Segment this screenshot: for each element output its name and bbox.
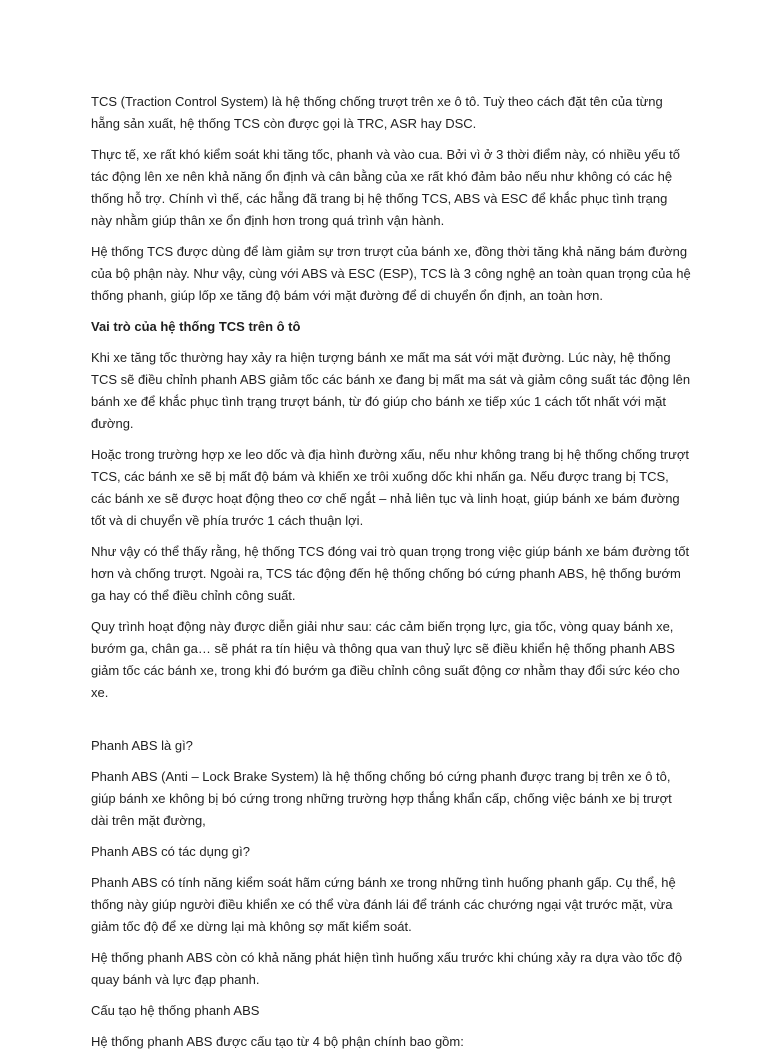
blank-line: [91, 713, 691, 735]
paragraph-acceleration: Khi xe tăng tốc thường hay xảy ra hiện tượng bánh xe mất ma sát với mặt đường. Lúc này, hệ thống TCS sẽ điều chỉnh phanh ABS giảm tốc các bánh xe đang bị mất ma sát và giảm công suất tác động lên bánh xe để khắc phục tình trạng trượt bánh, từ đó giúp cho bánh xe tiếp xúc 1 cách tốt nhất với mặt đường.: [91, 350, 691, 431]
paragraph-control-difficulty: Thực tế, xe rất khó kiểm soát khi tăng tốc, phanh và vào cua. Bởi vì ở 3 thời điểm này, có nhiều yếu tố tác động lên xe nên khả năng ổn định và cân bằng của xe rất khó đảm bảo nếu như không có các hệ thống hỗ trợ. Chính vì thế, các hẵng đã trang bị hệ thống TCS, ABS và ESC để khắc phục tình trạng này nhằm giúp thân xe ổn định hơn trong quá trình vận hành.: [91, 147, 681, 228]
paragraph-tcs-definition: TCS (Traction Control System) là hệ thống chống trượt trên xe ô tô. Tuỳ theo cách đặt tên của từng hẵng sản xuất, hệ thống TCS còn được gọi là TRC, ASR hay DSC.: [91, 94, 663, 131]
heading-abs-what: Phanh ABS là gì?: [91, 738, 193, 753]
paragraph-tcs-importance: Như vậy có thể thấy rằng, hệ thống TCS đóng vai trò quan trọng trong việc giúp bánh xe bám đường tốt hơn và chống trượt. Ngoài ra, TCS tác động đến hệ thống chống bó cứng phanh ABS, hệ thống bướm ga hay có thể điều chỉnh công suất.: [91, 544, 690, 603]
paragraph-tcs-purpose: Hệ thống TCS được dùng để làm giảm sự trơn trượt của bánh xe, đồng thời tăng khả năng bám đường của bộ phận này. Như vậy, cùng với ABS và ESC (ESP), TCS là 3 công nghệ an toàn quan trọng của hệ thống phanh, giúp lốp xe tăng độ bám với mặt đường để di chuyển ổn định, an toàn hơn.: [91, 244, 691, 303]
paragraph-hill-climbing: Hoặc trong trường hợp xe leo dốc và địa hình đường xấu, nếu như không trang bị hệ thống chống trượt TCS, các bánh xe sẽ bị mất độ bám và khiến xe trôi xuống dốc khi nhấn ga. Nếu được trang bị TCS, các bánh xe sẽ được hoạt động theo cơ chế ngắt – nhả liên tục và linh hoạt, giúp bánh xe bám đường tốt và di chuyển về phía trước 1 cách thuận lợi.: [91, 447, 689, 528]
paragraph-abs-function: Phanh ABS có tính năng kiểm soát hãm cứng bánh xe trong những tình huống phanh gấp. Cụ thể, hệ thống này giúp người điều khiển xe có thể vừa đánh lái để tránh các chướng ngại vật trước mặt, vừa giảm tốc độ để xe dừng lại mà không sợ mất kiểm soát.: [91, 875, 676, 934]
paragraph-abs-definition: Phanh ABS (Anti – Lock Brake System) là hệ thống chống bó cứng phanh được trang bị trên xe ô tô, giúp bánh xe không bị bó cứng trong những trường hợp thắng khẩn cấp, chống việc bánh xe bị trượt dài trên mặt đường,: [91, 769, 672, 828]
paragraph-abs-detection: Hệ thống phanh ABS còn có khả năng phát hiện tình huống xấu trước khi chúng xảy ra dựa vào tốc độ quay bánh và lực đạp phanh.: [91, 950, 683, 987]
paragraph-abs-components: Hệ thống phanh ABS được cấu tạo từ 4 bộ phận chính bao gồm:: [91, 1034, 464, 1049]
heading-abs-structure: Cấu tạo hệ thống phanh ABS: [91, 1003, 260, 1018]
paragraph-operation-process: Quy trình hoạt động này được diễn giải như sau: các cảm biến trọng lực, gia tốc, vòng quay bánh xe, bướm ga, chân ga… sẽ phát ra tín hiệu và thông qua van thuỷ lực sẽ điều khiển hệ thống phanh ABS giảm tốc các bánh xe, trong khi đó bướm ga điều chỉnh công suất động cơ nhằm thay đổi sức kéo cho xe.: [91, 619, 680, 700]
heading-abs-function: Phanh ABS có tác dụng gì?: [91, 844, 251, 859]
document-page: [91, 91, 691, 1062]
heading-tcs-role: Vai trò của hệ thống TCS trên ô tô: [91, 319, 301, 334]
